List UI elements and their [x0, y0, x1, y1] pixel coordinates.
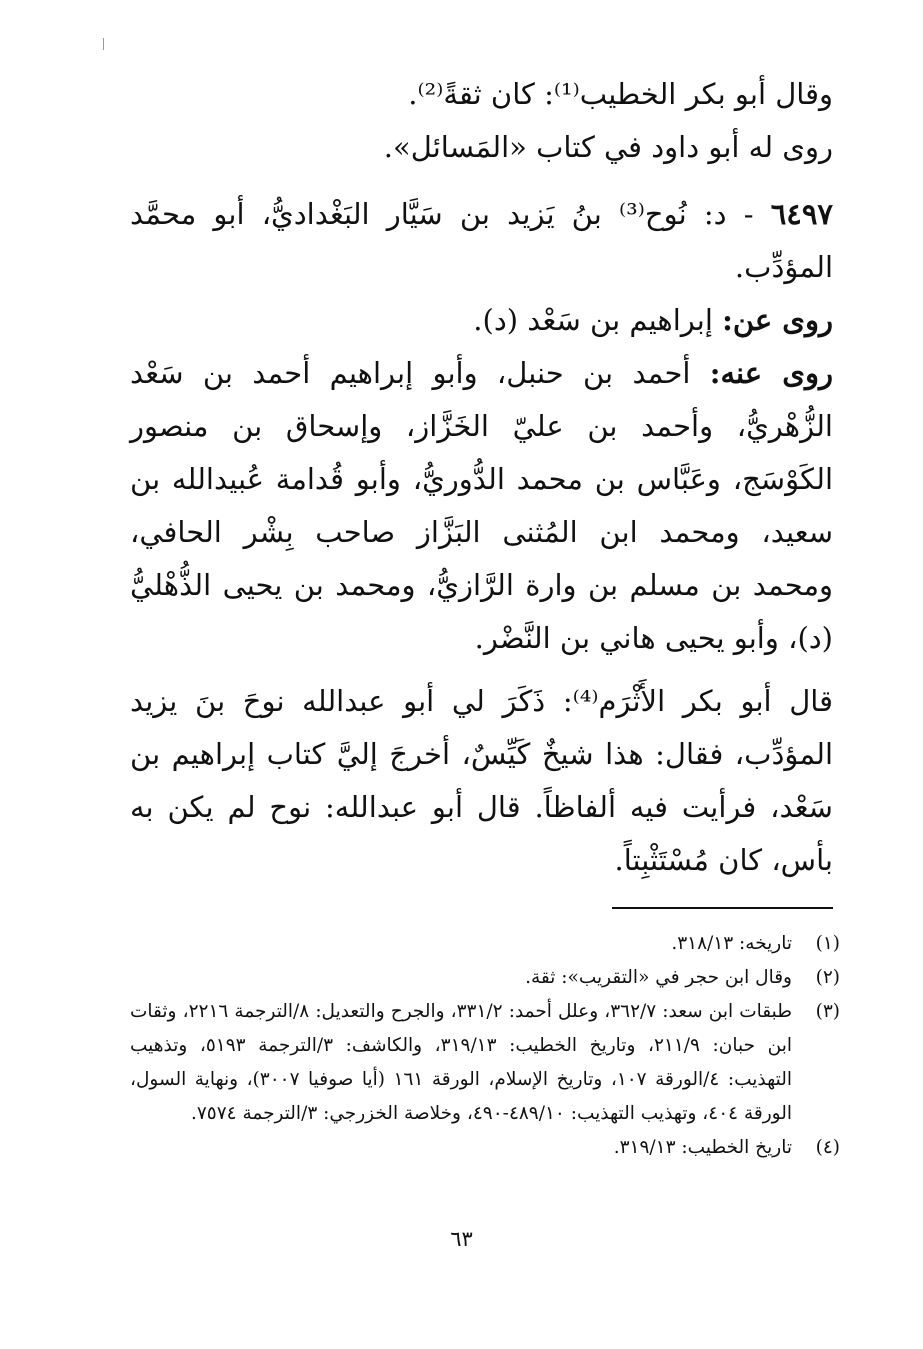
footnote-number: (٢): [815, 967, 840, 988]
footnote-text: تاريخه: ٣١٨/١٣.: [671, 933, 792, 954]
footnote-text: تاريخ الخطيب: ٣١٩/١٣.: [613, 1137, 792, 1158]
page-number: ٦٣: [450, 1227, 473, 1251]
footnote-number: (٤): [815, 1137, 840, 1158]
footnote-number: (٣): [815, 1001, 840, 1022]
footnote-text: طبقات ابن سعد: ٣٦٢/٧، وعلل أحمد: ٣٣١/٢، والجرح والتعديل: ٨/الترجمة ٢٢١٦، وثقات ابن حبان: ٢١١/٩، وتاريخ الخطيب: ٣١٩/١٣، والكاشف: ٣/الترجمة ٥١٩٣، وتذهيب التهذيب: ٤/الورقة ١٠٧، وتاريخ الإسلام، الورقة ١٦١ (أيا صوفيا ٣٠٠٧)، ونهاية السول، الورقة ٤٠٤، وتهذيب التهذيب: ٤٨٩/١٠-٤٩٠، وخلاصة الخزرجي: ٣/الترجمة ٧٥٧٤.: [130, 1001, 793, 1124]
entry-number: ٦٤٩٧: [770, 197, 834, 231]
footnote-divider: [612, 907, 833, 909]
footnotes: [130, 927, 840, 1165]
spacer: [130, 174, 833, 188]
narrators-text: أحمد بن حنبل، وأبو إبراهيم أحمد بن سَعْد الزُّهْريُّ، وأحمد بن عليّ الخَزَّاز، وإسحاق بن منصور الكَوْسَج، وعَبَّاس بن محمد الدُّوريُّ، وأبو قُدامة عُبيدالله بن سعيد، ومحمد ابن المُثنى البَزَّاز صاحب بِشْر الحافي، ومحمد بن مسلم بن وارة الرَّازيُّ، ومحمد بن يحيى الذُّهْليُّ (د)، وأبو يحيى هاني بن النَّضْر.: [130, 356, 833, 655]
narrators-from-him: [130, 347, 833, 665]
narrated-from-label: روى عن:: [722, 303, 833, 337]
main-text: [130, 68, 833, 887]
footnote-number: (١): [815, 933, 840, 954]
entry-title: - د: نُوح⁽³⁾ بنُ يَزيد بن سَيَّار البَغْداديُّ، أبو محمَّد المؤدِّب.: [130, 197, 833, 284]
narrated-from: [130, 294, 833, 347]
footnote: [130, 927, 840, 961]
athram-quote: قال أبو بكر الأَثْرَم⁽⁴⁾: ذَكَرَ لي أبو عبدالله نوحَ بنَ يزيد المؤدِّب، فقال: هذا شيخٌ كَيِّسٌ، أخرجَ إليَّ كتاب إبراهيم بن سَعْد، فرأيت فيه ألفاظاً. قال أبو عبدالله: نوح لم يكن به بأس، كان مُسْتَثْبِتاً.: [130, 684, 833, 877]
footnote: [130, 961, 840, 995]
spacer: [130, 665, 833, 675]
footnote: [130, 1131, 840, 1165]
text-line-khatib: وقال أبو بكر الخطيب⁽¹⁾: كان ثقةً⁽²⁾.: [408, 77, 833, 111]
narrators-label: روى عنه:: [709, 356, 833, 390]
footnote-text: وقال ابن حجر في «التقريب»: ثقة.: [525, 967, 792, 988]
entry-heading: [130, 188, 833, 294]
footnote: [130, 995, 840, 1131]
narrated-from-text: إبراهيم بن سَعْد (د).: [473, 303, 713, 337]
margin-mark: [103, 38, 104, 50]
text-line-rawa-lahu: روى له أبو داود في كتاب «المَسائل».: [383, 130, 833, 164]
